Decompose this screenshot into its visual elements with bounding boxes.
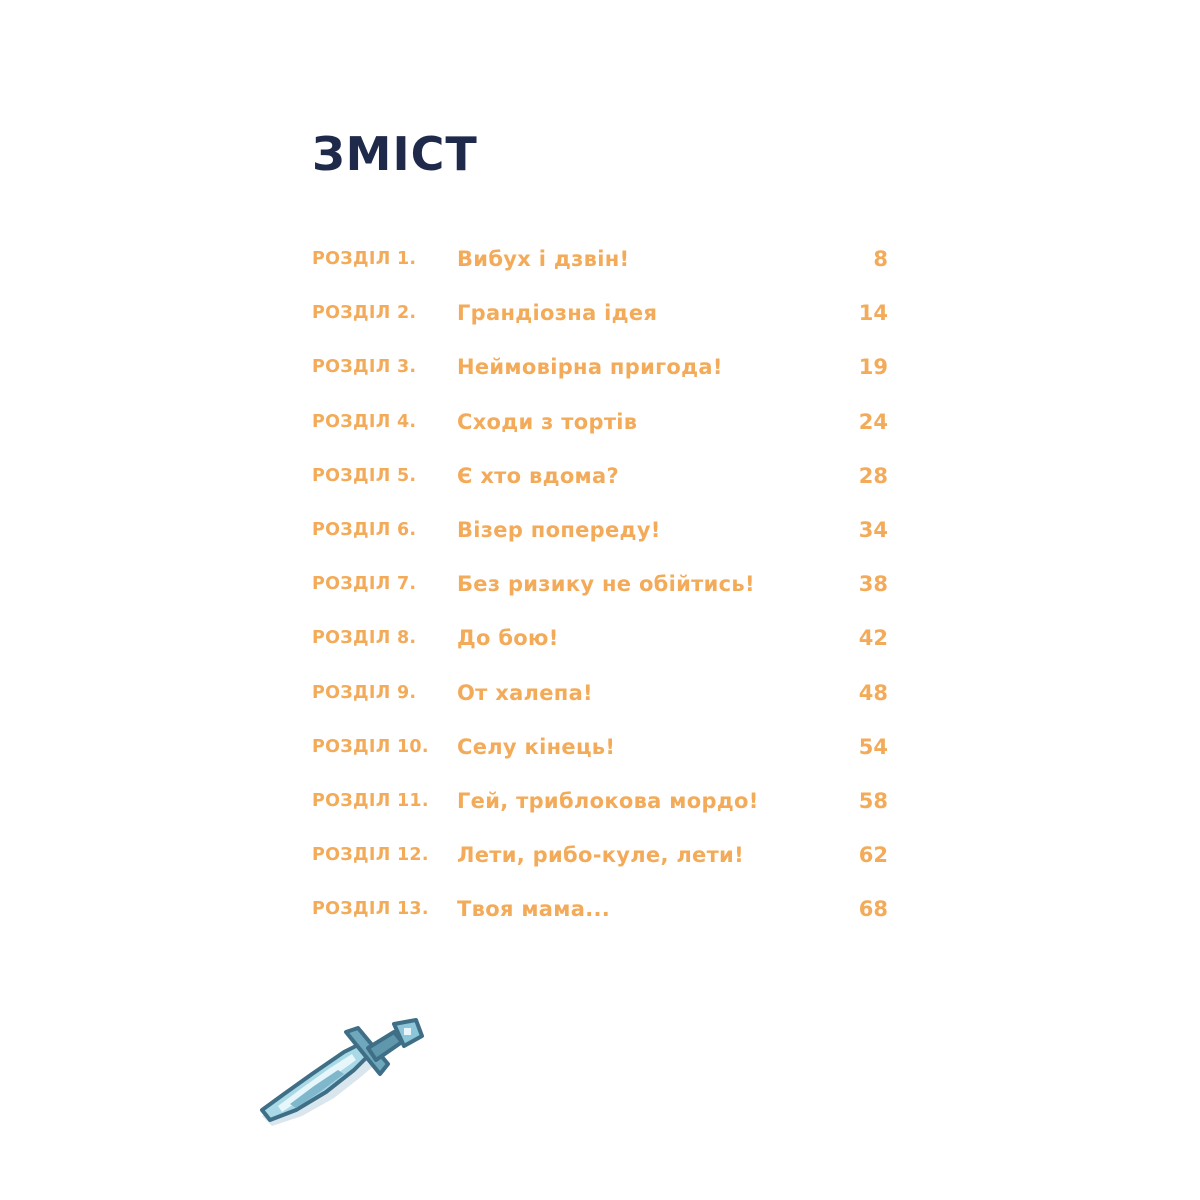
chapter-label: РОЗДІЛ 12. — [312, 845, 429, 866]
chapter-title: Твоя мама... — [457, 897, 611, 922]
chapter-title: От халепа! — [457, 680, 593, 705]
chapter-page-number: 58 — [858, 788, 888, 813]
chapter-page-number: 62 — [858, 843, 888, 868]
chapter-title: До бою! — [457, 626, 559, 651]
chapter-page-number: 48 — [858, 680, 888, 705]
toc-entry — [312, 557, 892, 611]
chapter-title: Неймовірна пригода! — [457, 355, 723, 380]
chapter-label: РОЗДІЛ 4. — [312, 411, 417, 432]
chapter-label: РОЗДІЛ 2. — [312, 303, 417, 324]
toc-entry — [312, 720, 892, 774]
chapter-title: Вибух і дзвін! — [457, 247, 630, 272]
chapter-page-number: 68 — [858, 897, 888, 922]
chapter-label: РОЗДІЛ 6. — [312, 520, 417, 541]
chapter-page-number: 14 — [858, 301, 888, 326]
toc-entry — [312, 774, 892, 828]
diamond-sword-icon — [256, 1018, 428, 1128]
chapter-page-number: 24 — [858, 409, 888, 434]
chapter-label: РОЗДІЛ 1. — [312, 249, 417, 270]
chapter-title: Гей, триблокова мордо! — [457, 788, 759, 813]
toc-entry — [312, 611, 892, 665]
toc-entry — [312, 449, 892, 503]
chapter-title: Візер попереду! — [457, 518, 661, 543]
chapter-page-number: 28 — [858, 463, 888, 488]
toc-entry — [312, 340, 892, 394]
chapter-page-number: 42 — [858, 626, 888, 651]
chapter-title: Без ризику не обійтись! — [457, 572, 755, 597]
chapter-label: РОЗДІЛ 10. — [312, 736, 429, 757]
chapter-label: РОЗДІЛ 11. — [312, 790, 429, 811]
chapter-label: РОЗДІЛ 5. — [312, 465, 417, 486]
toc-entry — [312, 666, 892, 720]
toc-entry — [312, 882, 892, 936]
chapter-title: Є хто вдома? — [457, 463, 619, 488]
chapter-label: РОЗДІЛ 13. — [312, 899, 429, 920]
chapter-label: РОЗДІЛ 7. — [312, 574, 417, 595]
chapter-page-number: 19 — [858, 355, 888, 380]
chapter-title: Лети, рибо-куле, лети! — [457, 843, 744, 868]
chapter-label: РОЗДІЛ 9. — [312, 682, 417, 703]
chapter-title: Сходи з тортів — [457, 409, 638, 434]
toc-entry — [312, 828, 892, 882]
page-title: ЗМІСТ — [312, 127, 478, 181]
chapter-label: РОЗДІЛ 3. — [312, 357, 417, 378]
chapter-title: Грандіозна ідея — [457, 301, 658, 326]
toc-entry — [312, 503, 892, 557]
toc-entry — [312, 232, 892, 286]
chapter-label: РОЗДІЛ 8. — [312, 628, 417, 649]
chapter-page-number: 54 — [858, 734, 888, 759]
chapter-page-number: 38 — [858, 572, 888, 597]
toc-entry — [312, 286, 892, 340]
chapter-page-number: 8 — [873, 247, 888, 272]
chapter-page-number: 34 — [858, 518, 888, 543]
chapter-title: Селу кінець! — [457, 734, 616, 759]
table-of-contents — [312, 232, 892, 936]
toc-entry — [312, 395, 892, 449]
